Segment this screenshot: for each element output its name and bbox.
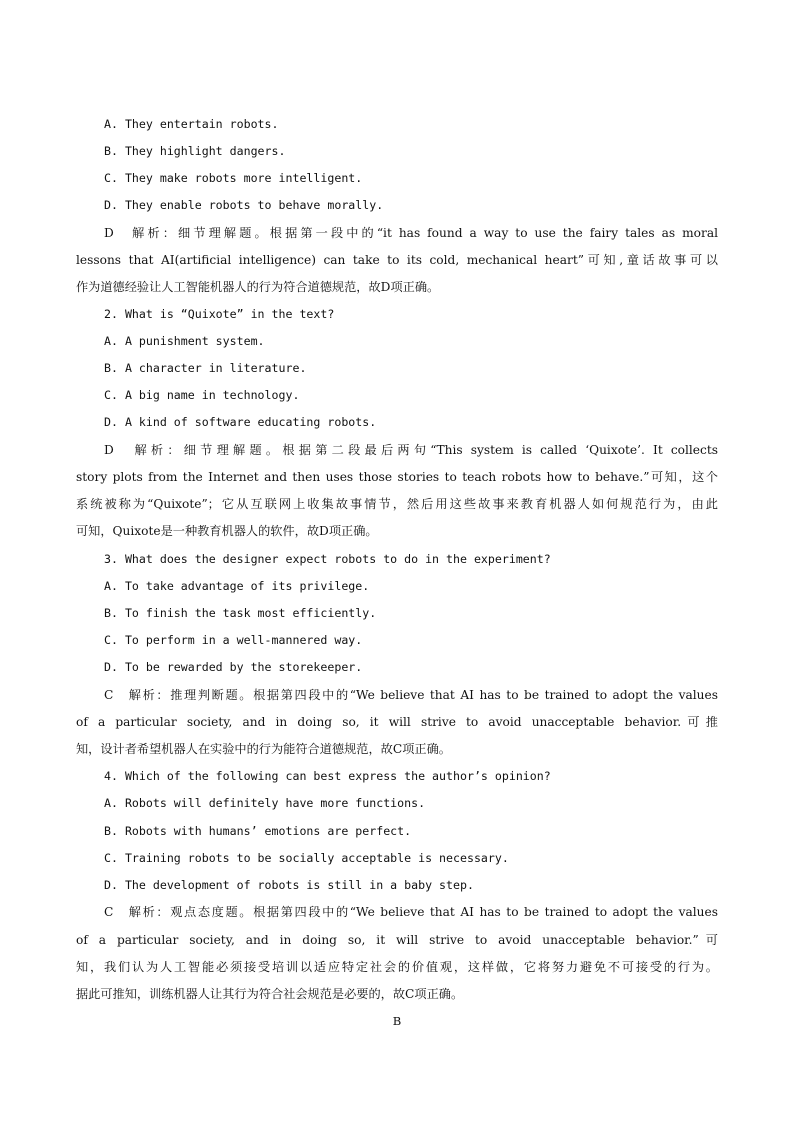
q3-option-d: D. To be rewarded by the storekeeper. — [104, 660, 363, 674]
q4-option-c: C. Training robots to be socially acceptable is necessary. — [104, 851, 509, 865]
q3-option-c: C. To perform in a well-mannered way. — [104, 633, 363, 647]
q3-answer-line-2: of a particular society, and in doing so, it will strive to avoid unacceptable behavior.可推 — [76, 715, 718, 729]
q3-answer-line-3: 知，设计者希望机器人在实验中的行为能符合道德规范，故C项正确。 — [76, 742, 451, 756]
q2-answer-line-1: D 解析：细节理解题。根据第二段最后两句“This system is called ‘Quixote’. It collects — [104, 443, 718, 457]
q2-answer-line-3: 系统被称为“Quixote”；它从互联网上收集故事情节，然后用这些故事来教育机器人如何规范行为，由此 — [76, 497, 718, 511]
q3-option-b: B. To finish the task most efficiently. — [104, 606, 377, 620]
q2-option-d: D. A kind of software educating robots. — [104, 415, 377, 429]
section-label: B — [392, 1014, 402, 1028]
q4-answer-line-1: C 解析：观点态度题。根据第四段中的“We believe that AI has to be trained to adopt the values — [104, 905, 718, 919]
q4-question: 4. Which of the following can best express the author’s opinion? — [104, 769, 551, 783]
q2-option-c: C. A big name in technology. — [104, 388, 300, 402]
q4-answer-line-4: 据此可推知，训练机器人让其行为符合社会规范是必要的，故C项正确。 — [76, 987, 464, 1001]
q1-option-c: C. They make robots more intelligent. — [104, 171, 363, 185]
q1-answer-line-2: lessons that AI(artificial intelligence) can take to its cold, mechanical heart”可知,童话故事可以 — [76, 253, 718, 267]
q3-answer-line-1: C 解析：推理判断题。根据第四段中的“We believe that AI has to be trained to adopt the values — [104, 688, 718, 702]
q1-option-d: D. They enable robots to behave morally. — [104, 198, 384, 212]
q1-option-a: A. They entertain robots. — [104, 117, 279, 131]
q4-option-a: A. Robots will definitely have more functions. — [104, 796, 426, 810]
q4-answer-line-3: 知，我们认为人工智能必须接受培训以适应特定社会的价值观，这样做，它将努力避免不可接受的行为。 — [76, 960, 718, 974]
q2-option-a: A. A punishment system. — [104, 334, 265, 348]
q1-answer-line-3: 作为道德经验让人工智能机器人的行为符合道德规范，故D项正确。 — [76, 280, 440, 294]
q2-answer-line-4: 可知，Quixote是一种教育机器人的软件，故D项正确。 — [76, 524, 378, 538]
q2-answer-line-2: story plots from the Internet and then uses those stories to teach robots how to behave.”可知，这个 — [76, 470, 718, 484]
q2-question: 2. What is “Quixote” in the text? — [104, 307, 335, 321]
q3-option-a: A. To take advantage of its privilege. — [104, 579, 370, 593]
q1-answer-line-1: D 解析：细节理解题。根据第一段中的“it has found a way to use the fairy tales as moral — [104, 226, 718, 240]
q1-option-b: B. They highlight dangers. — [104, 144, 286, 158]
q4-answer-line-2: of a particular society, and in doing so, it will strive to avoid unacceptable behavior.”可 — [76, 933, 718, 947]
q3-question: 3. What does the designer expect robots to do in the experiment? — [104, 552, 551, 566]
q2-option-b: B. A character in literature. — [104, 361, 307, 375]
q4-option-b: B. Robots with humans’ emotions are perfect. — [104, 824, 412, 838]
q4-option-d: D. The development of robots is still in a baby step. — [104, 878, 474, 892]
